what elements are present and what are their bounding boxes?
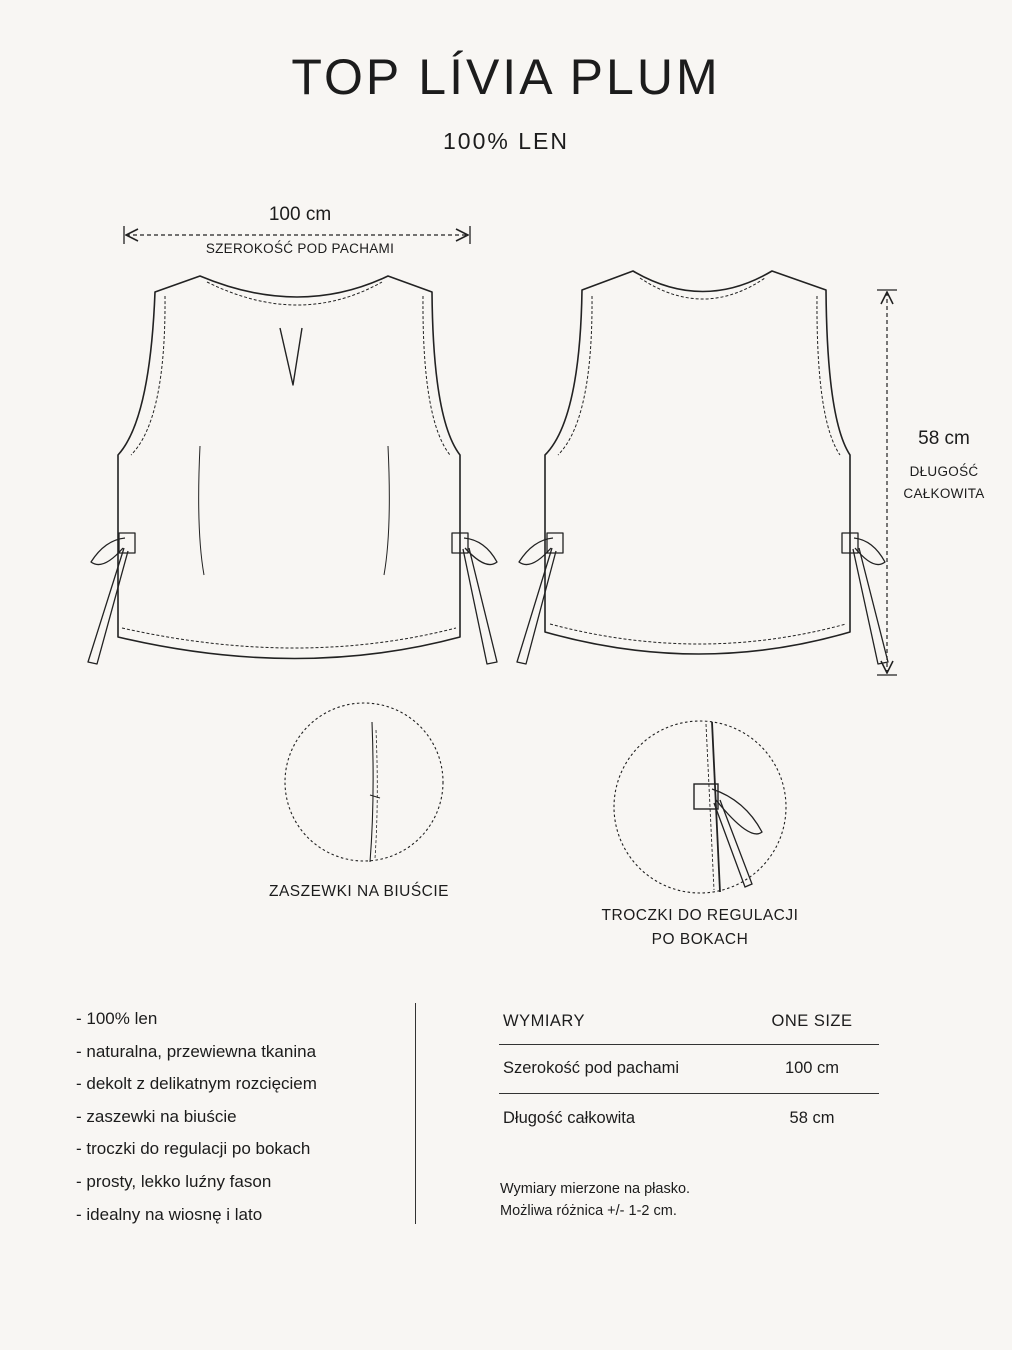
note-line1: Wymiary mierzone na płasko. xyxy=(500,1181,691,1197)
dart-detail-caption xyxy=(234,880,484,904)
feature-item: - dekolt z delikatnym rozcięciem xyxy=(76,1074,317,1094)
table-row xyxy=(499,1094,879,1142)
note-line2: Możliwa różnica +/- 1-2 cm. xyxy=(500,1203,677,1219)
feature-item: - idealny na wiosnę i lato xyxy=(76,1204,263,1224)
fabric-composition: 100% LEN xyxy=(443,128,569,154)
table-cell-value: 58 cm xyxy=(789,1109,835,1127)
table-cell-label: Długość całkowita xyxy=(503,1109,636,1127)
feature-item: - prosty, lekko luźny fason xyxy=(76,1171,272,1191)
table-row xyxy=(499,1045,879,1094)
table-cell-label: Szerokość pod pachami xyxy=(503,1059,680,1077)
width-value: 100 cm xyxy=(268,204,332,225)
length-label-line2: CAŁKOWITA xyxy=(903,486,985,501)
length-value: 58 cm xyxy=(918,428,970,449)
vertical-divider xyxy=(415,1003,416,1224)
dimensions-table xyxy=(499,1006,879,1142)
table-header-dimensions: WYMIARY xyxy=(503,1012,586,1030)
dart-caption-line: ZASZEWKI NA BIUŚCIE xyxy=(268,883,450,900)
table-header-row xyxy=(499,1006,879,1045)
feature-item: - 100% len xyxy=(76,1009,158,1028)
tie-detail-circle xyxy=(614,721,786,893)
back-view-drawing xyxy=(517,271,888,664)
length-label xyxy=(884,461,1004,505)
feature-item: - troczki do regulacji po bokach xyxy=(76,1139,311,1159)
feature-item: - zaszewki na biuście xyxy=(76,1106,237,1126)
front-view-drawing xyxy=(88,276,497,664)
dart-detail-circle xyxy=(285,703,443,862)
product-title: TOP LÍVIA PLUM xyxy=(291,49,721,105)
tie-caption-line2: PO BOKACH xyxy=(651,931,749,948)
feature-list xyxy=(76,1006,317,1234)
feature-item: - naturalna, przewiewna tkanina xyxy=(76,1041,317,1061)
table-header-size: ONE SIZE xyxy=(771,1012,853,1030)
measurement-note xyxy=(500,1178,690,1222)
table-cell-value: 100 cm xyxy=(784,1059,840,1077)
tie-caption-line1: TROCZKI DO REGULACJI xyxy=(601,907,799,924)
length-label-line1: DŁUGOŚĆ xyxy=(909,464,979,479)
width-label: SZEROKOŚĆ POD PACHAMI xyxy=(205,241,395,256)
tie-detail-caption xyxy=(570,904,830,952)
